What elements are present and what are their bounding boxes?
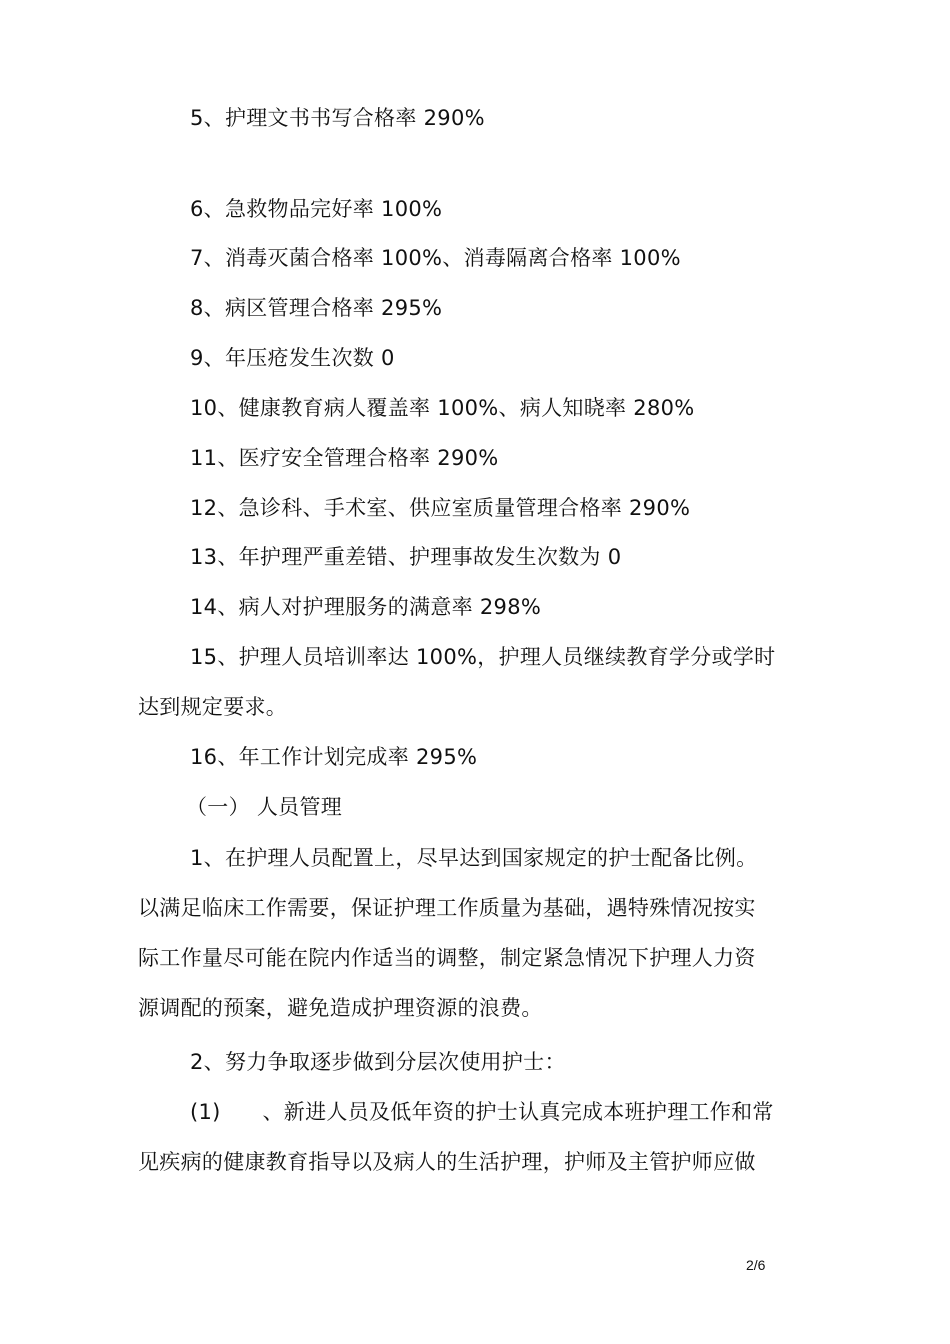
text-line: 5、护理文书书写合格率 290% bbox=[190, 106, 485, 130]
text-line: 7、消毒灭菌合格率 100%、消毒隔离合格率 100% bbox=[190, 246, 681, 270]
text-line: 达到规定要求。 bbox=[138, 695, 288, 719]
text-line: (1) 、新进人员及低年资的护士认真完成本班护理工作和常 bbox=[190, 1100, 774, 1124]
text-line: 16、年工作计划完成率 295% bbox=[190, 745, 478, 769]
text-line: 12、急诊科、手术室、供应室质量管理合格率 290% bbox=[190, 496, 691, 520]
text-line: 以满足临床工作需要，保证护理工作质量为基础，遇特殊情况按实 bbox=[138, 896, 756, 920]
text-line: 际工作量尽可能在院内作适当的调整，制定紧急情况下护理人力资 bbox=[138, 946, 756, 970]
page-number: 2/6 bbox=[746, 1257, 766, 1273]
text-line: 13、年护理严重差错、护理事故发生次数为 0 bbox=[190, 545, 622, 569]
text-line: 源调配的预案，避免造成护理资源的浪费。 bbox=[138, 996, 543, 1020]
section-heading: （一） 人员管理 bbox=[186, 795, 343, 819]
text-line: 8、病区管理合格率 295% bbox=[190, 296, 443, 320]
text-line: 2、努力争取逐步做到分层次使用护士： bbox=[190, 1050, 566, 1074]
text-line: 9、年压疮发生次数 0 bbox=[190, 346, 395, 370]
text-line: 11、医疗安全管理合格率 290% bbox=[190, 446, 499, 470]
text-line: 10、健康教育病人覆盖率 100%、病人知晓率 280% bbox=[190, 396, 695, 420]
text-line: 见疾病的健康教育指导以及病人的生活护理，护师及主管护师应做 bbox=[138, 1150, 756, 1174]
text-line: 15、护理人员培训率达 100%，护理人员继续教育学分或学时 bbox=[190, 645, 776, 669]
text-line: 1、在护理人员配置上，尽早达到国家规定的护士配备比例。 bbox=[190, 846, 758, 870]
text-line: 6、急救物品完好率 100% bbox=[190, 197, 443, 221]
text-line: 14、病人对护理服务的满意率 298% bbox=[190, 595, 542, 619]
